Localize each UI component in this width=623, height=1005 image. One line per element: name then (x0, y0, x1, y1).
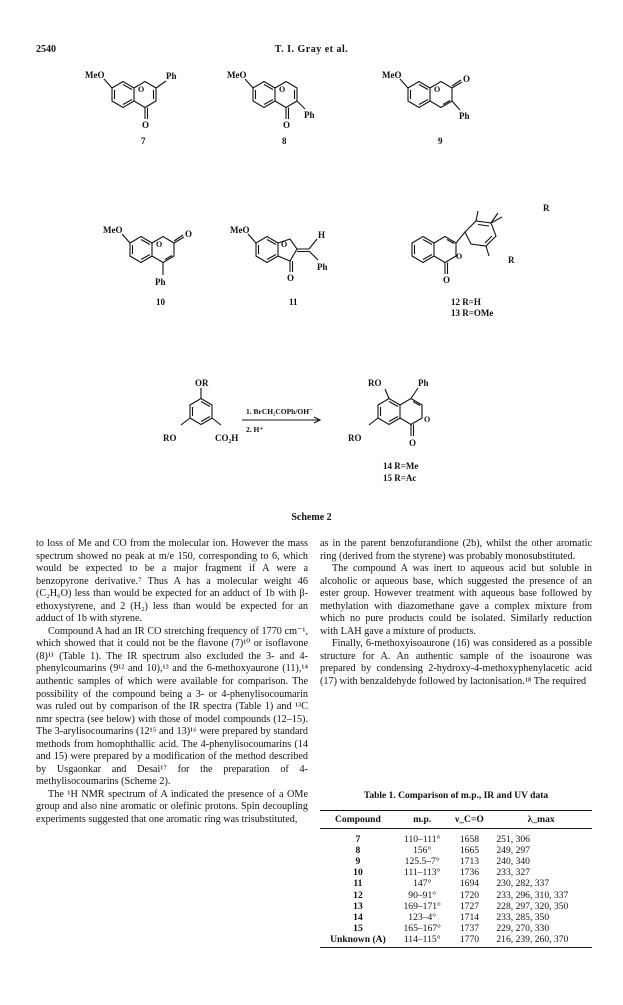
table-cell: 1714 (459, 911, 480, 923)
label-ph-8: Ph (304, 110, 315, 120)
structure-9-3-phenylcoumarin (400, 79, 462, 110)
table-cell: 14 (353, 911, 363, 923)
table-cell: 111–113° (404, 867, 441, 879)
label-o-8b: O (283, 120, 291, 130)
table-cell: 1770 (449, 934, 491, 948)
label-o-9b: O (463, 74, 471, 84)
arrow-reagent-2: 2. H⁺ (246, 425, 264, 434)
label-o-11: O (281, 240, 288, 249)
table-cell: 13 (353, 900, 363, 912)
label-o-12b: O (443, 275, 451, 285)
table-row (320, 867, 592, 878)
table-cell: 1736 (459, 867, 480, 879)
body-column-left (36, 538, 308, 827)
table-cell: 7 (355, 834, 361, 846)
structure-8-isoflavone (245, 79, 305, 119)
table-cell: 165–167° (403, 922, 441, 934)
compound-number-7: 7 (141, 136, 146, 146)
structure-10-4-phenylcoumarin (122, 234, 184, 275)
label-ro-bottom: RO (348, 433, 362, 443)
table-row (320, 845, 592, 856)
table-cell: 90–91° (408, 889, 437, 901)
paragraph: The ¹H NMR spectrum of A indicated the presence of a OMe group and also nine aromatic or olefinic protons. Spin decoupling experiments suggested that one aromatic ring was trisubstituted, (36, 788, 308, 826)
body-column-right (320, 538, 592, 689)
table-cell: 233, 296, 310, 337 (496, 889, 569, 901)
table-cell: 240, 340 (496, 856, 530, 868)
compound-number-9: 9 (438, 136, 443, 146)
paragraph: to loss of Me and CO from the molecular ion. However the mass spectrum showed no peak at m/e 150, corresponding to 6, which would be expected to be a major fragment if A were a benzopyrone derivative.⁷ Thus A has a molecular weight 46 (C₂H₆O) less than would be expected for an adduct of 1b with β-ethoxystyrene, and 2 (H₂) less than would be expected for an adduct of 1b with styrene. (36, 538, 308, 625)
table-cell: 233, 285, 350 (496, 911, 550, 923)
compound-number-15: 15 R=Ac (383, 473, 417, 483)
label-meo-8: MeO (227, 70, 247, 80)
label-o-8: O (279, 85, 286, 94)
label-ph-9: Ph (459, 111, 470, 121)
structure-7-flavone (104, 79, 166, 119)
table-cell: 1727 (459, 900, 480, 912)
table-cell: 8 (355, 845, 361, 857)
compound-number-11: 11 (289, 297, 298, 307)
label-or: OR (195, 378, 209, 388)
table-row (320, 890, 592, 901)
table-cell: 156° (413, 845, 432, 857)
label-o-7b: O (142, 120, 150, 130)
page-number: 2540 (36, 44, 56, 55)
compound-number-10: 10 (156, 297, 165, 307)
table-cell: 1665 (459, 845, 480, 857)
structure-12-13-arylisocoumarin (412, 211, 502, 274)
table-cell: 1713 (459, 856, 480, 868)
comparison-table (320, 810, 592, 948)
table-cell: 1658 (459, 834, 480, 846)
table-cell: 1694 (459, 878, 480, 890)
arrow-reagent-1: 1. BrCH₂COPh/OH⁻ (246, 407, 314, 416)
label-o-14: O (424, 415, 431, 424)
label-meo-11: MeO (230, 225, 250, 235)
table-row (320, 934, 592, 948)
label-o-14b: O (409, 438, 417, 448)
table-row (320, 912, 592, 923)
table-cell: Unknown (A) (320, 934, 396, 948)
paragraph: Finally, 6-methoxyisoaurone (16) was considered as a possible structure for A. An authentic sample of the isoaurone was prepared by condensing 2-hydroxy-4-methoxyphenylacetic acid (17) with benzaldehyde followed by lactonisation.¹⁸ The required (320, 638, 592, 688)
paragraph: as in the parent benzofurandione (2b), whilst the other aromatic ring (derived from the styrene) was probably monosubstituted. (320, 538, 592, 562)
table-row (320, 878, 592, 889)
column-header: λ_max (490, 811, 592, 829)
label-meo-9: MeO (382, 70, 402, 80)
compound-number-12: 12 R=H (451, 297, 481, 307)
table-cell: 125.5–7° (404, 856, 440, 868)
table-cell: 216, 239, 260, 370 (490, 934, 592, 948)
label-r-12b: R (508, 255, 515, 265)
table-cell: 12 (353, 889, 363, 901)
label-o-12: O (456, 252, 463, 261)
table-cell: 229, 270, 330 (496, 922, 550, 934)
paragraph: The compound A was inert to aqueous acid but soluble in alcoholic or aqueous base, which suggested the presence of an ester group. However treatment with aqueous base followed by methylation with diazomethane gave a complex mixture from which no pure products could be isolated. Similarly reduction with LAH gave a mixture of products. (320, 563, 592, 637)
table-cell: 9 (355, 856, 361, 868)
label-r-12a: R (543, 203, 550, 213)
compound-number-8: 8 (282, 136, 287, 146)
table-cell: 1720 (459, 889, 480, 901)
table-cell: 251, 306 (496, 834, 530, 846)
table-row (320, 856, 592, 867)
label-o-7: O (138, 85, 145, 94)
table-cell: 147° (413, 878, 432, 890)
table-cell: 11 (353, 878, 363, 890)
label-meo-10: MeO (103, 225, 123, 235)
table-cell: 114–115° (396, 934, 449, 948)
table-cell: 228, 297, 320, 350 (496, 900, 569, 912)
label-meo-7: MeO (85, 70, 105, 80)
table-cell: 123–4° (408, 911, 437, 923)
compound-number-13: 13 R=OMe (451, 308, 494, 318)
table-cell: 233, 327 (496, 867, 530, 879)
table-cell: 1737 (459, 922, 480, 934)
label-o-10: O (156, 240, 163, 249)
structure-benzoic-acid (181, 388, 221, 425)
table-cell: 10 (353, 867, 363, 879)
table-row (320, 923, 592, 934)
label-h-11: H (318, 230, 326, 240)
label-ph-11: Ph (317, 262, 328, 272)
table-row (320, 829, 592, 846)
table-cell: 249, 297 (496, 845, 530, 857)
label-o-11b: O (287, 273, 295, 283)
paragraph: Compound A had an IR CO stretching frequency of 1770 cm⁻¹, which showed that it could not be the flavone (7)¹⁰ or isoflavone (8)¹¹ (Table 1). The IR spectrum also excluded the 3- and 4-phenylcoumarins (9¹² and 10),¹³ and the 6-methoxyaurone (11),¹⁴ authentic samples of which were available for comparison. The possibility of the compound being a 3- or 4-phenylisocoumarin was ruled out by comparison of the IR spectra (Table 1) and ¹³C nmr spectra (see below) with those of model compounds (12–15). The 3-arylisocoumarins (12¹⁵ and 13)¹⁶ were prepared by standard methods from homophthallic acid. The 4-phenylisocoumarins (14 and 15) were prepared by a modification of the method described by Usgaonkar and Desai¹⁷ for the preparation of 4-methylisocoumarins (Scheme 2). (36, 625, 308, 788)
label-ph-7: Ph (166, 71, 177, 81)
table-cell: 110–111° (404, 834, 441, 846)
label-ph-14: Ph (418, 378, 429, 388)
label-o-10b: O (185, 229, 193, 239)
compound-number-14: 14 R=Me (383, 461, 419, 471)
label-co2h: CO₂H (215, 433, 239, 443)
table-row (320, 901, 592, 912)
table-cell: 230, 282, 337 (496, 878, 550, 890)
structure-14-15-phenylisocoumarin (369, 388, 422, 436)
scheme-caption: Scheme 2 (291, 512, 332, 523)
column-header: ν_C=O (449, 811, 491, 829)
table-body (320, 829, 592, 948)
table-title: Table 1. Comparison of m.p., IR and UV data (363, 791, 549, 801)
column-header: m.p. (396, 811, 449, 829)
column-header: Compound (320, 811, 396, 829)
label-ro-left: RO (163, 433, 177, 443)
label-ro-top: RO (368, 378, 382, 388)
label-ph-10: Ph (155, 277, 166, 287)
table-cell: 169–171° (403, 900, 441, 912)
label-o-9: O (434, 85, 441, 94)
running-head: T. I. Gray et al. (274, 44, 349, 55)
table-cell: 15 (353, 922, 363, 934)
